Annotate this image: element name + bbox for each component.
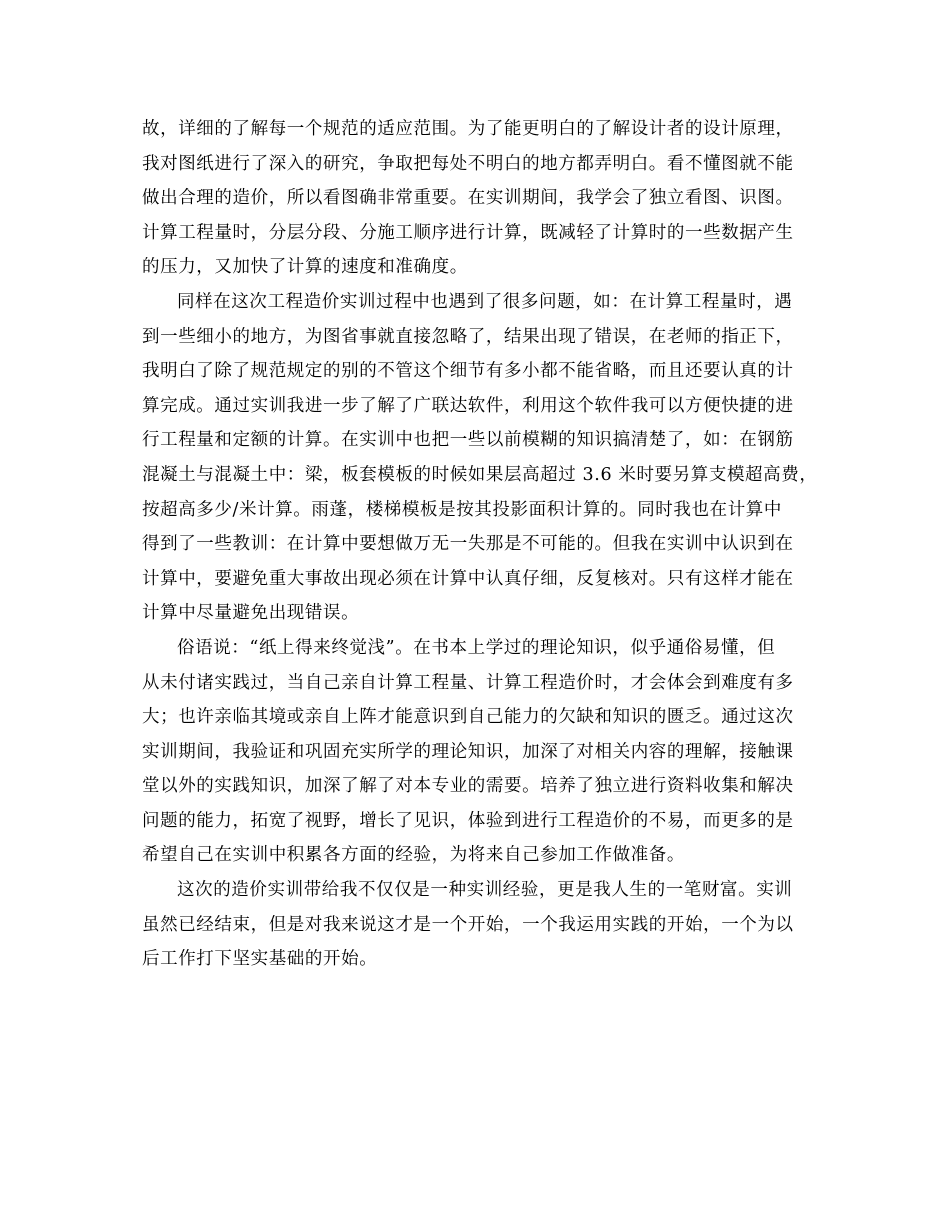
body-text-line: 故，详细的了解每一个规范的适应范围。为了能更明白的了解设计者的设计原理， (142, 119, 794, 139)
body-text-line: 的压力，又加快了计算的速度和准确度。 (142, 257, 468, 278)
body-text-line: 行工程量和定额的计算。在实训中也把一些以前模糊的知识搞清楚了，如：在钢筋 (142, 430, 794, 451)
body-text-line: 实训期间，我验证和巩固充实所学的理论知识，加深了对相关内容的理解，接触课 (142, 741, 794, 762)
body-text-line: 后工作打下坚实基础的开始。 (142, 949, 378, 970)
document-body (142, 112, 816, 977)
body-text-line: 按超高多少/米计算。雨蓬，楼梯模板是按其投影面积计算的。同时我也在计算中 (142, 499, 782, 520)
body-text-line: 混凝土与混凝土中：梁，板套模板的时候如果层高超过 3.6 米时要另算支模超高费， (142, 464, 818, 485)
body-text-line: 计算中，要避免重大事故出现必须在计算中认真仔细，反复核对。只有这样才能在 (142, 568, 794, 589)
body-text-line: 大；也许亲临其境或亲自上阵才能意识到自己能力的欠缺和知识的匮乏。通过这次 (142, 707, 794, 728)
body-text-line: 堂以外的实践知识，加深了解了对本专业的需要。培养了独立进行资料收集和解决 (142, 776, 794, 797)
body-text-line: 到一些细小的地方，为图省事就直接忽略了，结果出现了错误，在老师的指正下， (142, 326, 794, 347)
body-text-line: 计算中尽量避免出现错误。 (142, 603, 360, 624)
paragraph-start-line: 这次的造价实训带给我不仅仅是一种实训经验，更是我人生的一笔财富。实训 (177, 880, 793, 901)
body-text-line: 我对图纸进行了深入的研究，争取把每处不明白的地方都弄明白。看不懂图就不能 (142, 153, 794, 174)
body-text-line: 得到了一些教训：在计算中要想做万无一失那是不可能的。但我在实训中认识到在 (142, 534, 794, 555)
body-text-line: 问题的能力，拓宽了视野，增长了见识，体验到进行工程造价的不易，而更多的是 (142, 810, 794, 831)
body-text-line: 我明白了除了规范规定的别的不管这个细节有多小都不能省略，而且还要认真的计 (142, 361, 794, 382)
body-text-line: 算完成。通过实训我进一步了解了广联达软件，利用这个软件我可以方便快捷的进 (142, 395, 794, 416)
body-text-line: 计算工程量时，分层分段、分施工顺序进行计算，既减轻了计算时的一些数据产生 (142, 222, 794, 243)
body-text-line: 希望自己在实训中积累各方面的经验，为将来自己参加工作做准备。 (142, 845, 685, 866)
paragraph-start-line: 俗语说：“纸上得来终觉浅”。在书本上学过的理论知识，似乎通俗易懂，但 (177, 637, 776, 658)
body-text-line: 做出合理的造价，所以看图确非常重要。在实训期间，我学会了独立看图、识图。 (142, 188, 794, 209)
body-text-line: 虽然已经结束，但是对我来说这才是一个开始，一个我运用实践的开始，一个为以 (142, 914, 794, 935)
paragraph-start-line: 同样在这次工程造价实训过程中也遇到了很多问题，如：在计算工程量时，遇 (177, 291, 793, 312)
body-text-line: 从未付诸实践过，当自己亲自计算工程量、计算工程造价时，才会体会到难度有多 (142, 672, 794, 693)
